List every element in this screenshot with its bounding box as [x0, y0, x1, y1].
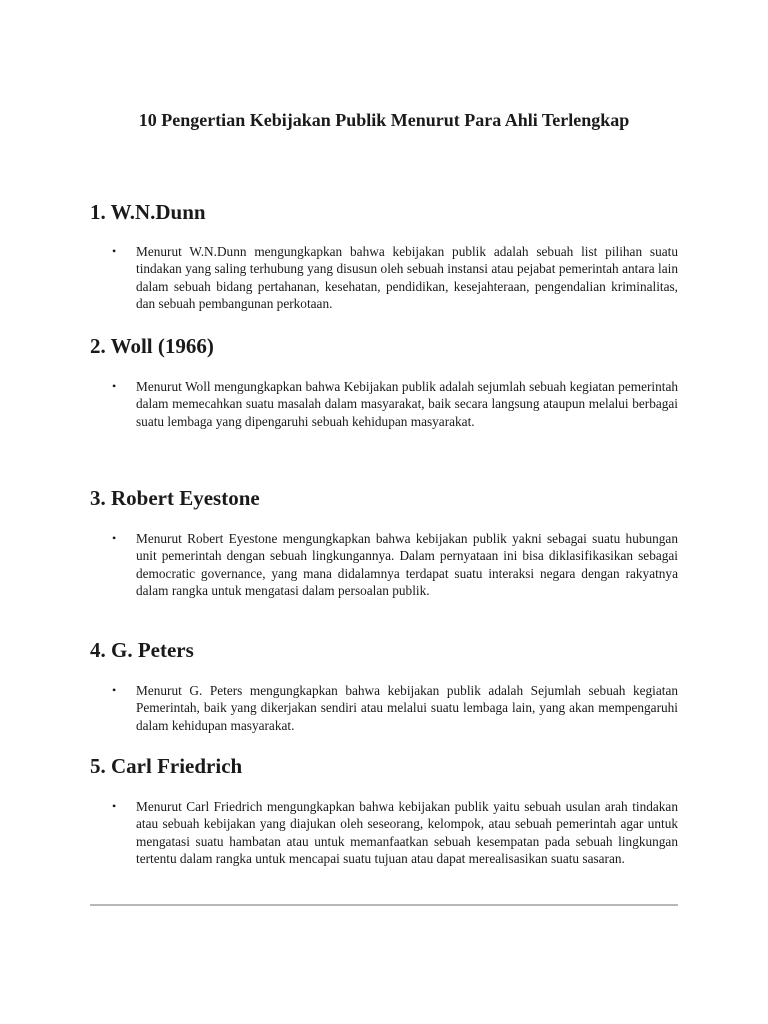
section-bullet-peters [112, 682, 678, 734]
section-text-friedrich: Menurut Carl Friedrich mengungkapkan bahwa kebijakan publik yaitu sebuah usulan arah tindakan atau sebuah kebijakan yang diajukan oleh seseorang, kelompok, atau sebuah pemerintah agar untuk mengatasi suatu hambatan atau untuk memanfaatkan sebuah kesempatan pada sebuah lingkungan tertentu dalam rangka untuk mencapai suatu tujuan atau dapat merealisasikan suatu sasaran. [136, 799, 678, 866]
section-text-dunn: Menurut W.N.Dunn mengungkapkan bahwa kebijakan publik adalah sebuah list pilihan suatu tindakan yang saling terhubung yang disusun oleh sebuah instansi atau pejabat pemerintah antara lain dalam sebuah bidang pertahanan, kesehatan, pendidikan, kesejahteraan, pengendalian kriminalitas, dan sebuah pembangunan perkotaan. [136, 244, 678, 311]
bullet-icon: • [112, 244, 117, 258]
bullet-icon: • [112, 379, 117, 393]
section-text-eyestone: Menurut Robert Eyestone mengungkapkan bahwa kebijakan publik yakni sebagai suatu hubungan unit pemerintah dengan sebuah lingkungannya. Dalam pernyataan ini bisa diklasifikasikan sebagai democratic governance, yang mana didalamnya terdapat suatu interaksi negara dengan rakyatnya dalam rangka untuk mengatasi dalam persoalan publik. [136, 531, 678, 598]
bullet-icon: • [112, 531, 117, 545]
section-bullet-friedrich [112, 798, 678, 867]
document-title: 10 Pengertian Kebijakan Publik Menurut Para Ahli Terlengkap [138, 110, 630, 130]
section-text-woll: Menurut Woll mengungkapkan bahwa Kebijakan publik adalah sejumlah sebuah kegiatan pemerintah dalam memecahkan suatu masalah dalam masyarakat, baik secara langsung ataupun melalui berbagai suatu lembaga yang dipengaruhi sebuah kehidupan masyarakat. [136, 379, 678, 429]
section-text-peters: Menurut G. Peters mengungkapkan bahwa kebijakan publik adalah Sejumlah sebuah kegiatan Pemerintah, baik yang dikerjakan sendiri atau melalui suatu lembaga lain, yang akan mempengaruhi dalam kehidupan masyarakat. [136, 683, 678, 733]
section-heading-dunn: 1. W.N.Dunn [90, 200, 206, 224]
bullet-icon: • [112, 799, 117, 813]
section-heading-friedrich: 5. Carl Friedrich [90, 754, 243, 778]
section-heading-eyestone: 3. Robert Eyestone [90, 486, 260, 510]
section-heading-peters: 4. G. Peters [90, 638, 194, 662]
page-divider [90, 904, 678, 906]
bullet-icon: • [112, 683, 117, 697]
section-bullet-eyestone [112, 530, 678, 599]
section-bullet-dunn [112, 243, 678, 312]
section-bullet-woll [112, 378, 678, 430]
section-heading-woll: 2. Woll (1966) [90, 334, 214, 358]
